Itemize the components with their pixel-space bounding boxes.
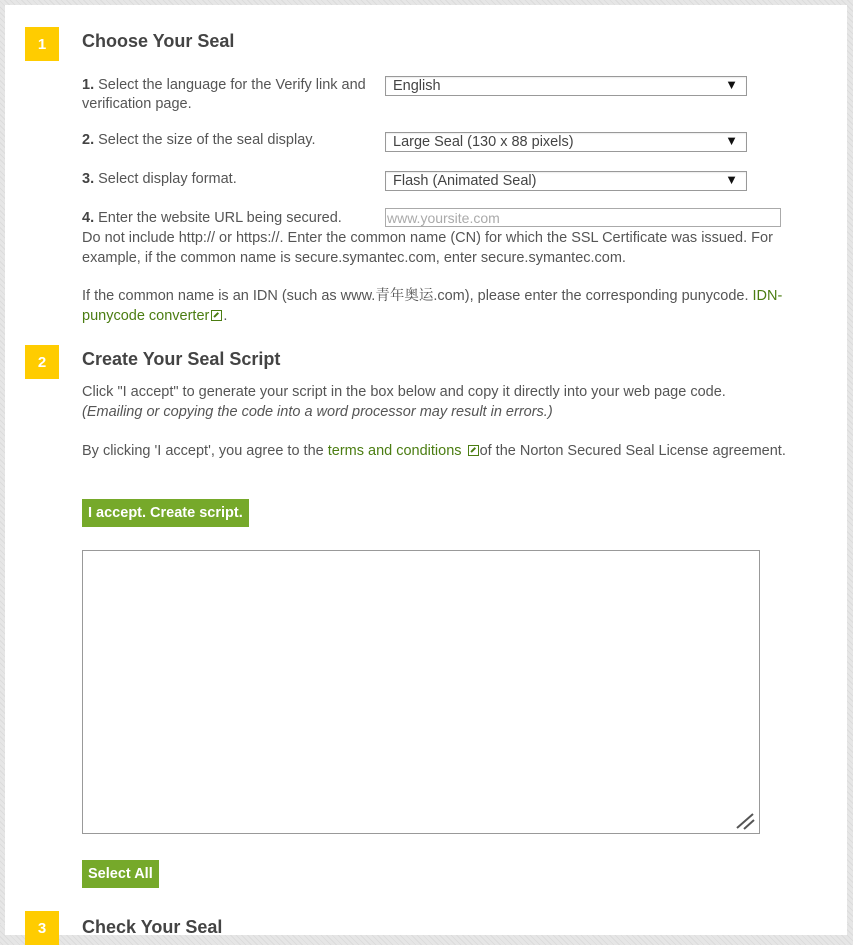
website-url-input[interactable] xyxy=(385,208,781,227)
language-label: 1. Select the language for the Verify link and verification page. xyxy=(82,77,366,112)
seal-script-textarea[interactable] xyxy=(82,550,760,834)
terms-link[interactable]: terms and conditions xyxy=(328,443,480,459)
display-format-label: 3. Select display format. xyxy=(82,171,237,187)
step-3-badge: 3 xyxy=(25,911,59,945)
dropdown-arrow-icon: ▼ xyxy=(725,133,738,148)
select-all-button[interactable]: Select All xyxy=(82,860,159,888)
url-label: 4. Enter the website URL being secured. xyxy=(82,210,342,226)
seal-size-select[interactable]: Large Seal (130 x 88 pixels) ▼ xyxy=(385,132,747,152)
idn-help-text: If the common name is an IDN (such as www.青年奥运.com), please enter the corresponding punycode. IDN-punycode converter . xyxy=(82,288,783,324)
language-select[interactable]: English ▼ xyxy=(385,76,747,96)
step-2-title: Create Your Seal Script xyxy=(82,349,281,369)
dropdown-arrow-icon: ▼ xyxy=(725,172,738,187)
step-1-badge: 1 xyxy=(25,27,59,61)
accept-create-script-button[interactable]: I accept. Create script. xyxy=(82,499,249,527)
seal-wizard-panel xyxy=(5,5,847,935)
step-1-title: Choose Your Seal xyxy=(82,31,235,51)
idn-converter-link[interactable]: IDN-punycode converter xyxy=(82,288,783,324)
url-help-text: Do not include http:// or https://. Enter the common name (CN) for which the SSL Certificate was issued. For example, if the common name is secure.symantec.com, enter secure.symantec.com. xyxy=(82,230,773,266)
seal-size-label: 2. Select the size of the seal display. xyxy=(82,132,316,148)
step-3-title: Check Your Seal xyxy=(82,917,223,937)
display-format-select[interactable]: Flash (Animated Seal) ▼ xyxy=(385,171,747,191)
license-agreement-text: By clicking 'I accept', you agree to the terms and conditions of the Norton Secured Seal License agreement. xyxy=(82,443,786,459)
step-2-badge: 2 xyxy=(25,345,59,379)
script-instructions: Click "I accept" to generate your script in the box below and copy it directly into your web page code. (Emailing or copying the code into a word processor may result in errors.) xyxy=(82,384,726,420)
external-link-icon xyxy=(211,310,222,321)
copy-warning: (Emailing or copying the code into a word processor may result in errors.) xyxy=(82,403,553,420)
dropdown-arrow-icon: ▼ xyxy=(725,77,738,92)
external-link-icon xyxy=(468,445,479,456)
resize-handle-icon[interactable] xyxy=(735,812,755,830)
